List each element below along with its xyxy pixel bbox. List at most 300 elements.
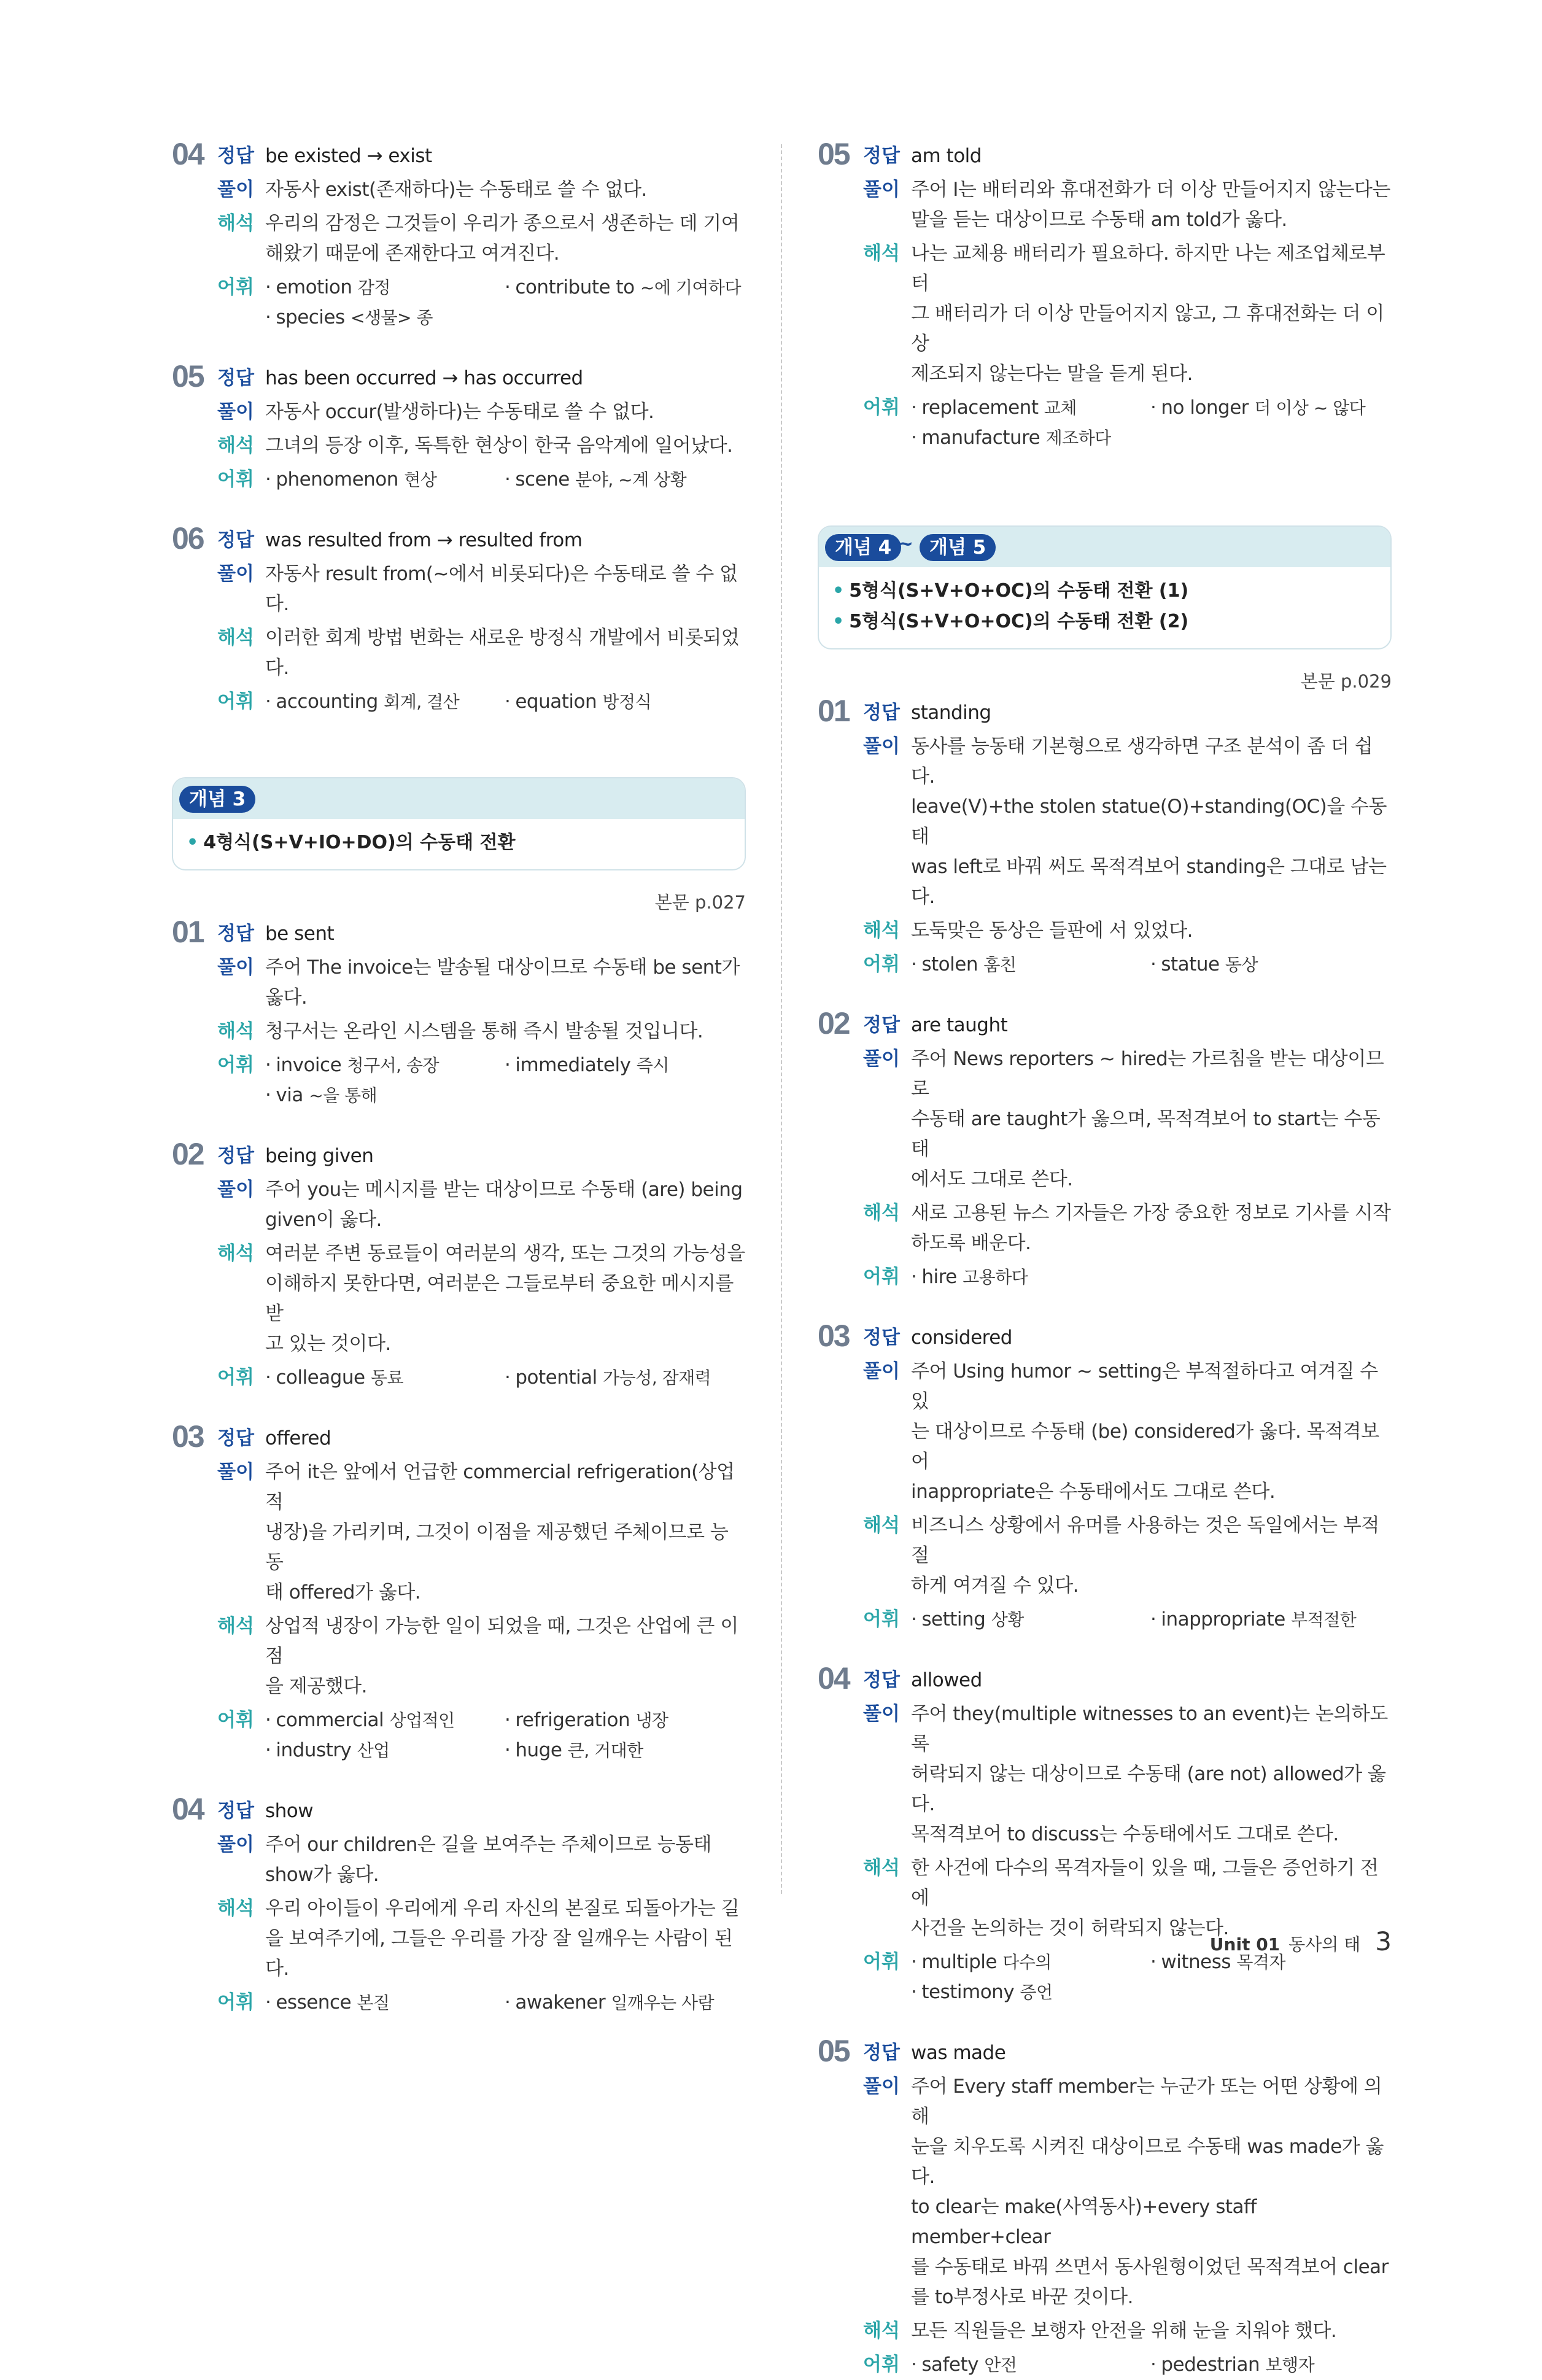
vocab-word: testimony xyxy=(921,1981,1015,2003)
vocab-entry xyxy=(505,1735,746,1766)
translation-label: 해석 xyxy=(217,435,254,457)
explanation-text xyxy=(265,175,746,205)
translation-line: 제조되지 않는다는 말을 듣게 된다. xyxy=(911,363,1193,385)
bullet-dot: · xyxy=(505,1054,511,1076)
translation-label: 해석 xyxy=(863,920,900,942)
bullet-dot: · xyxy=(911,1266,917,1288)
bullet-dot: · xyxy=(505,276,511,298)
answer-label: 정답 xyxy=(217,1800,254,1822)
vocab-word: stolen xyxy=(921,953,978,975)
vocab-word: scene xyxy=(515,468,570,490)
vocab-meaning: 청구서, 송장 xyxy=(347,1055,440,1076)
concept-box xyxy=(818,525,1392,649)
concept-body xyxy=(173,819,745,869)
concept-badge: 개념 3 xyxy=(179,786,255,813)
question-number: 04 xyxy=(172,1792,204,1826)
vocab-meaning: 동상 xyxy=(1225,955,1258,975)
vocab-word: phenomenon xyxy=(276,468,398,490)
vocab-meaning: 동료 xyxy=(370,1368,404,1388)
vocabulary-label: 어휘 xyxy=(863,1266,900,1288)
explanation-line: 주어 I는 배터리와 휴대전화가 더 이상 만들어지지 않는다는 xyxy=(911,179,1390,201)
vocab-entry xyxy=(265,465,505,495)
vocabulary-label: 어휘 xyxy=(217,691,254,713)
question-item xyxy=(172,1137,746,1393)
explanation-row xyxy=(217,559,746,619)
answer-row xyxy=(863,1010,1392,1041)
translation-line: 고 있는 것이다. xyxy=(265,1333,391,1355)
concept-range-tilde: ~ xyxy=(897,533,913,555)
answer-label: 정답 xyxy=(217,1145,254,1167)
answer-label: 정답 xyxy=(863,1669,900,1691)
explanation-row xyxy=(863,1357,1392,1507)
answer-row xyxy=(217,141,746,171)
right-column xyxy=(818,137,1392,2380)
explanation-row xyxy=(863,175,1392,235)
translation-row xyxy=(863,1511,1392,1601)
answer-label: 정답 xyxy=(863,1327,900,1349)
vocab-word: immediately xyxy=(515,1054,631,1076)
vocabulary-row xyxy=(217,687,746,717)
vocabulary-row xyxy=(217,1705,746,1766)
answer-label: 정답 xyxy=(863,145,900,167)
explanation-row xyxy=(863,1044,1392,1195)
concept-item-text: 4형식(S+V+IO+DO)의 수동태 전환 xyxy=(203,832,516,853)
vocab-entry xyxy=(265,687,505,717)
question-item xyxy=(818,694,1392,980)
explanation-label: 풀이 xyxy=(217,1461,254,1483)
translation-line: 우리 아이들이 우리에게 우리 자신의 본질로 되돌아가는 길 xyxy=(265,1897,740,1920)
translation-text xyxy=(265,1611,746,1702)
translation-label: 해석 xyxy=(863,242,900,265)
vocab-meaning: 목격자 xyxy=(1236,1952,1286,1972)
translation-line: 이해하지 못한다면, 여러분은 그들로부터 중요한 메시지를 받 xyxy=(265,1273,734,1325)
bullet-dot: · xyxy=(505,691,511,713)
explanation-line: 눈을 치우도록 시켜진 대상이므로 수동태 was made가 옳다. xyxy=(911,2136,1384,2188)
explanation-label: 풀이 xyxy=(217,401,254,423)
question-item xyxy=(818,1319,1392,1635)
answer-label: 정답 xyxy=(217,145,254,167)
answer-text: are taught xyxy=(911,1014,1008,1036)
translation-line: 사건을 논의하는 것이 허락되지 않는다. xyxy=(911,1917,1229,1939)
vocab-meaning: ~을 통해 xyxy=(309,1085,378,1106)
vocabulary-row xyxy=(863,1262,1392,1292)
vocabulary-label: 어휘 xyxy=(217,468,254,490)
bullet-dot: · xyxy=(911,2354,917,2376)
translation-text xyxy=(911,1511,1392,1601)
translation-line: 나는 교체용 배터리가 필요하다. 하지만 나는 제조업체로부터 xyxy=(911,242,1385,295)
vocab-word: hire xyxy=(921,1266,957,1288)
question-number: 04 xyxy=(172,137,204,171)
vocabulary-row xyxy=(863,950,1392,980)
answer-row xyxy=(217,919,746,949)
explanation-line: 동사를 능동태 기본형으로 생각하면 구조 분석이 좀 더 쉽다. xyxy=(911,735,1373,788)
vocab-word: equation xyxy=(515,691,597,713)
answer-row xyxy=(863,141,1392,171)
vocab-list xyxy=(911,1605,1392,1635)
translation-line: 해왔기 때문에 존재한다고 여겨진다. xyxy=(265,242,560,265)
vocabulary-row xyxy=(217,1050,746,1111)
explanation-line: 는 대상이므로 수동태 (be) considered가 옳다. 목적격보어 xyxy=(911,1421,1379,1473)
explanation-label: 풀이 xyxy=(863,179,900,201)
bullet-dot: · xyxy=(505,1991,511,2014)
bullet-dot: • xyxy=(832,611,845,632)
explanation-text xyxy=(265,953,746,1013)
column-divider xyxy=(781,144,782,1894)
answer-text: was resulted from → resulted from xyxy=(265,529,583,551)
vocab-meaning: 본질 xyxy=(357,1993,390,2013)
vocabulary-label: 어휘 xyxy=(217,1054,254,1076)
bullet-dot: · xyxy=(265,1366,271,1389)
translation-text xyxy=(265,209,746,269)
vocab-meaning: 현상 xyxy=(404,470,437,490)
vocab-list xyxy=(265,1705,746,1766)
vocab-word: multiple xyxy=(921,1951,997,1973)
translation-row xyxy=(217,431,746,461)
vocab-word: awakener xyxy=(515,1991,606,2014)
vocab-list xyxy=(265,273,746,333)
vocabulary-row xyxy=(863,2350,1392,2380)
question-number: 03 xyxy=(172,1419,204,1454)
translation-label: 해석 xyxy=(863,1202,900,1224)
vocab-word: refrigeration xyxy=(515,1709,630,1731)
vocabulary-label: 어휘 xyxy=(863,1608,900,1630)
answer-text: standing xyxy=(911,702,991,724)
vocab-word: witness xyxy=(1161,1951,1231,1973)
explanation-label: 풀이 xyxy=(217,1179,254,1201)
vocab-word: invoice xyxy=(276,1054,342,1076)
explanation-text xyxy=(911,2072,1392,2312)
explanation-row xyxy=(217,397,746,427)
bullet-dot: · xyxy=(265,1739,271,1761)
answer-row xyxy=(863,698,1392,728)
translation-text xyxy=(265,1017,746,1047)
vocab-word: contribute to xyxy=(515,276,635,298)
vocab-word: industry xyxy=(276,1739,352,1761)
answer-text: being given xyxy=(265,1145,374,1167)
vocab-word: huge xyxy=(515,1739,562,1761)
translation-label: 해석 xyxy=(863,1514,900,1537)
vocab-list xyxy=(265,465,746,495)
vocabulary-row xyxy=(863,393,1392,453)
translation-text xyxy=(911,239,1392,389)
translation-row xyxy=(217,1611,746,1702)
answer-row xyxy=(217,1424,746,1454)
bullet-dot: · xyxy=(265,276,271,298)
vocab-list xyxy=(265,1363,746,1393)
concept-badge: 개념 4 xyxy=(825,534,901,561)
vocab-entry xyxy=(911,1947,1150,1977)
explanation-line: 수동태 are taught가 옳으며, 목적격보어 to start는 수동태 xyxy=(911,1108,1381,1160)
answer-row xyxy=(863,1665,1392,1696)
question-item xyxy=(818,2034,1392,2380)
translation-line: 을 제공했다. xyxy=(265,1675,367,1697)
explanation-line: 자동사 occur(발생하다)는 수동태로 쓸 수 없다. xyxy=(265,401,654,423)
vocab-meaning: 큰, 거대한 xyxy=(567,1740,643,1761)
explanation-text xyxy=(265,559,746,619)
vocab-word: potential xyxy=(515,1366,597,1389)
bullet-dot: · xyxy=(265,1054,271,1076)
explanation-line: 태 offered가 옳다. xyxy=(265,1581,421,1603)
vocab-word: no longer xyxy=(1161,397,1249,419)
bullet-dot: · xyxy=(265,1991,271,2014)
vocab-list xyxy=(265,1988,746,2018)
vocab-meaning: ~에 기여하다 xyxy=(640,277,742,298)
translation-row xyxy=(217,1239,746,1359)
vocab-list xyxy=(911,1262,1392,1292)
answer-text: offered xyxy=(265,1427,331,1449)
answer-label: 정답 xyxy=(863,2042,900,2064)
explanation-line: leave(V)+the stolen statue(O)+standing(OC)을 수동태 xyxy=(911,796,1387,848)
vocab-word: accounting xyxy=(276,691,378,713)
translation-line: 모든 직원들은 보행자 안전을 위해 눈을 치워야 했다. xyxy=(911,2320,1337,2342)
explanation-line: 주어 they(multiple witnesses to an event)는 논의하도록 xyxy=(911,1703,1388,1755)
bullet-dot: · xyxy=(1150,2354,1156,2376)
translation-row xyxy=(217,1017,746,1047)
explanation-text xyxy=(911,1699,1392,1850)
translation-row xyxy=(217,209,746,269)
vocab-word: emotion xyxy=(276,276,352,298)
vocab-entry xyxy=(505,687,746,717)
question-item xyxy=(172,1792,746,2018)
explanation-row xyxy=(863,1699,1392,1850)
translation-line: 을 보여주기에, 그들은 우리를 가장 잘 일깨우는 사람이 된다. xyxy=(265,1928,733,1980)
translation-line: 새로 고용된 뉴스 기자들은 가장 중요한 정보로 기사를 시작 xyxy=(911,1202,1391,1224)
translation-label: 해석 xyxy=(217,212,254,235)
vocab-meaning: 상황 xyxy=(991,1610,1024,1630)
explanation-label: 풀이 xyxy=(863,1360,900,1382)
vocabulary-row xyxy=(217,1988,746,2018)
explanation-line: 옳다. xyxy=(265,986,308,1009)
explanation-line: 주어 you는 메시지를 받는 대상이므로 수동태 (are) being xyxy=(265,1179,743,1201)
vocabulary-row xyxy=(863,1605,1392,1635)
vocabulary-label: 어휘 xyxy=(863,397,900,419)
vocab-entry xyxy=(911,393,1150,423)
vocab-entry xyxy=(265,1705,505,1735)
question-item xyxy=(172,359,746,495)
translation-label: 해석 xyxy=(217,627,254,649)
question-item xyxy=(172,521,746,717)
vocab-entry xyxy=(911,950,1150,980)
translation-label: 해석 xyxy=(863,2320,900,2342)
explanation-label: 풀이 xyxy=(863,1048,900,1070)
answer-text: has been occurred → has occurred xyxy=(265,367,583,389)
translation-row xyxy=(863,2316,1392,2346)
vocab-entry xyxy=(505,1050,746,1080)
answer-row xyxy=(863,2038,1392,2068)
explanation-row xyxy=(217,1457,746,1608)
answer-row xyxy=(863,1323,1392,1353)
bullet-dot: · xyxy=(505,1739,511,1761)
answer-label: 정답 xyxy=(863,702,900,724)
question-number: 05 xyxy=(818,2034,850,2068)
vocab-meaning: 고용하다 xyxy=(963,1267,1028,1287)
bullet-dot: · xyxy=(911,397,917,419)
bullet-dot: · xyxy=(911,1981,917,2003)
translation-label: 해석 xyxy=(217,1615,254,1637)
vocab-entry xyxy=(1150,2350,1392,2380)
vocab-entry xyxy=(1150,950,1392,980)
answer-text: show xyxy=(265,1800,314,1822)
explanation-line: 주어 News reporters ~ hired는 가르침을 받는 대상이므로 xyxy=(911,1048,1384,1100)
vocabulary-label: 어휘 xyxy=(217,1366,254,1389)
vocab-entry xyxy=(505,1988,746,2018)
explanation-text xyxy=(911,1044,1392,1195)
concept-box xyxy=(172,777,746,870)
bullet-dot: · xyxy=(505,1709,511,1731)
vocab-entry xyxy=(505,1705,746,1735)
explanation-line: 주어 it은 앞에서 언급한 commercial refrigeration(상업적 xyxy=(265,1461,735,1513)
translation-line: 그녀의 등장 이후, 독특한 현상이 한국 음악계에 일어났다. xyxy=(265,435,733,457)
translation-line: 비즈니스 상황에서 유머를 사용하는 것은 독일에서는 부적절 xyxy=(911,1514,1379,1567)
concept-badge: 개념 5 xyxy=(920,534,996,561)
vocab-entry xyxy=(265,1735,505,1766)
explanation-row xyxy=(863,732,1392,912)
question-item xyxy=(818,1006,1392,1292)
question-item xyxy=(172,915,746,1111)
vocabulary-label: 어휘 xyxy=(217,1709,254,1731)
translation-row xyxy=(863,1198,1392,1258)
bullet-dot: · xyxy=(265,306,271,328)
explanation-text xyxy=(265,1175,746,1235)
vocab-meaning: 냉장 xyxy=(635,1710,668,1731)
concept-header xyxy=(819,527,1390,567)
vocab-word: essence xyxy=(276,1991,352,2014)
vocab-entry xyxy=(911,2350,1150,2380)
bullet-dot: · xyxy=(1150,1608,1156,1630)
explanation-row xyxy=(863,2072,1392,2312)
explanation-line: 목적격보어 to discuss는 수동태에서도 그대로 쓴다. xyxy=(911,1823,1339,1845)
translation-line: 이러한 회계 방법 변화는 새로운 방정식 개발에서 비롯되었다. xyxy=(265,627,740,679)
translation-line: 하게 여겨질 수 있다. xyxy=(911,1575,1079,1597)
answer-text: allowed xyxy=(911,1669,982,1691)
translation-text xyxy=(265,623,746,683)
vocab-entry xyxy=(911,1605,1150,1635)
footer-unit: Unit 01 xyxy=(1209,1934,1280,1955)
vocab-meaning: 감정 xyxy=(357,277,390,298)
vocab-word: commercial xyxy=(276,1709,384,1731)
answer-row xyxy=(217,1796,746,1826)
vocab-meaning: 분야, ~계 상황 xyxy=(575,470,687,490)
explanation-line: show가 옳다. xyxy=(265,1864,379,1886)
translation-row xyxy=(863,916,1392,946)
explanation-text xyxy=(911,1357,1392,1507)
explanation-line: 말을 듣는 대상이므로 수동태 am told가 옳다. xyxy=(911,209,1287,231)
bullet-dot: · xyxy=(911,427,917,449)
vocab-meaning: 더 이상 ~ 않다 xyxy=(1254,398,1366,418)
explanation-line: 자동사 exist(존재하다)는 수동태로 쓸 수 없다. xyxy=(265,179,647,201)
vocab-meaning: 훔친 xyxy=(983,955,1017,975)
explanation-line: 주어 Every staff member는 누군가 또는 어떤 상황에 의해 xyxy=(911,2076,1382,2128)
explanation-row xyxy=(217,953,746,1013)
vocab-entry xyxy=(911,423,1150,453)
translation-line: 상업적 냉장이 가능한 일이 되었을 때, 그것은 산업에 큰 이점 xyxy=(265,1615,738,1667)
vocab-meaning: <생물> 종 xyxy=(351,308,433,328)
vocab-entry xyxy=(1150,1605,1392,1635)
vocab-meaning: 부적절한 xyxy=(1291,1610,1357,1630)
answer-label: 정답 xyxy=(863,1014,900,1036)
translation-text xyxy=(265,1894,746,1984)
vocab-meaning: 교체 xyxy=(1044,398,1077,418)
vocab-entry xyxy=(505,1363,746,1393)
explanation-line: 냉장)을 가리키며, 그것이 이점을 제공했던 주체이므로 능동 xyxy=(265,1521,729,1573)
explanation-line: 주어 Using humor ~ setting은 부적절하다고 여겨질 수 있 xyxy=(911,1360,1378,1413)
vocab-entry xyxy=(1150,393,1392,423)
explanation-label: 풀이 xyxy=(217,563,254,585)
explanation-label: 풀이 xyxy=(217,179,254,201)
vocab-word: colleague xyxy=(276,1366,365,1389)
answer-label: 정답 xyxy=(217,529,254,551)
vocab-entry xyxy=(265,1363,505,1393)
bullet-dot: · xyxy=(265,691,271,713)
translation-line: 그 배터리가 더 이상 만들어지지 않고, 그 휴대전화는 더 이상 xyxy=(911,303,1384,355)
vocab-list xyxy=(911,2350,1392,2380)
vocab-meaning: 가능성, 잠재력 xyxy=(603,1368,711,1388)
explanation-line: 주어 our children은 길을 보여주는 주체이므로 능동태 xyxy=(265,1834,711,1856)
answer-row xyxy=(217,363,746,393)
page-number: 3 xyxy=(1375,1926,1392,1956)
question-number: 05 xyxy=(818,137,850,171)
bullet-dot: · xyxy=(1150,397,1156,419)
explanation-line: inappropriate은 수동태에서도 그대로 쓴다. xyxy=(911,1481,1276,1503)
vocabulary-label: 어휘 xyxy=(863,953,900,975)
bullet-dot: · xyxy=(505,468,511,490)
answer-text: considered xyxy=(911,1327,1012,1349)
vocab-meaning: 방정식 xyxy=(602,692,652,712)
vocab-entry xyxy=(911,1262,1150,1292)
answer-text: was made xyxy=(911,2042,1006,2064)
translation-text xyxy=(911,2316,1392,2346)
bullet-dot: · xyxy=(265,1709,271,1731)
translation-text xyxy=(265,431,746,461)
vocab-meaning: 다수의 xyxy=(1002,1952,1052,1972)
question-number: 02 xyxy=(818,1006,850,1041)
translation-row xyxy=(217,623,746,683)
vocab-entry xyxy=(265,303,505,333)
answer-text: be sent xyxy=(265,923,335,945)
question-number: 06 xyxy=(172,521,204,556)
translation-row xyxy=(863,239,1392,389)
concept-item xyxy=(832,607,1377,637)
explanation-line: 자동사 result from(~에서 비롯되다)은 수동태로 쓸 수 없다. xyxy=(265,563,738,615)
vocabulary-label: 어휘 xyxy=(863,1951,900,1973)
bullet-dot: • xyxy=(187,832,199,853)
translation-label: 해석 xyxy=(217,1897,254,1920)
concept-item xyxy=(832,576,1377,607)
vocab-entry xyxy=(505,273,746,303)
vocab-list xyxy=(911,393,1392,453)
concept-item-text: 5형식(S+V+O+OC)의 수동태 전환 (2) xyxy=(849,611,1189,632)
vocabulary-label: 어휘 xyxy=(863,2354,900,2376)
explanation-label: 풀이 xyxy=(217,956,254,979)
vocab-entry xyxy=(265,1080,505,1111)
bullet-dot: · xyxy=(265,1084,271,1106)
question-item xyxy=(818,137,1392,453)
concept-item xyxy=(187,828,731,858)
explanation-text xyxy=(911,175,1392,235)
explanation-text xyxy=(265,397,746,427)
translation-line: 하도록 배운다. xyxy=(911,1232,1031,1254)
vocab-meaning: 즉시 xyxy=(636,1055,669,1076)
answer-text: am told xyxy=(911,145,982,167)
translation-line: 우리의 감정은 그것들이 우리가 종으로서 생존하는 데 기여 xyxy=(265,212,740,235)
vocab-meaning: 증언 xyxy=(1020,1982,1053,2002)
answer-label: 정답 xyxy=(217,367,254,389)
bullet-dot: · xyxy=(911,953,917,975)
question-number: 02 xyxy=(172,1137,204,1171)
bullet-dot: • xyxy=(832,580,845,602)
vocabulary-label: 어휘 xyxy=(217,1991,254,2014)
vocab-word: via xyxy=(276,1084,303,1106)
